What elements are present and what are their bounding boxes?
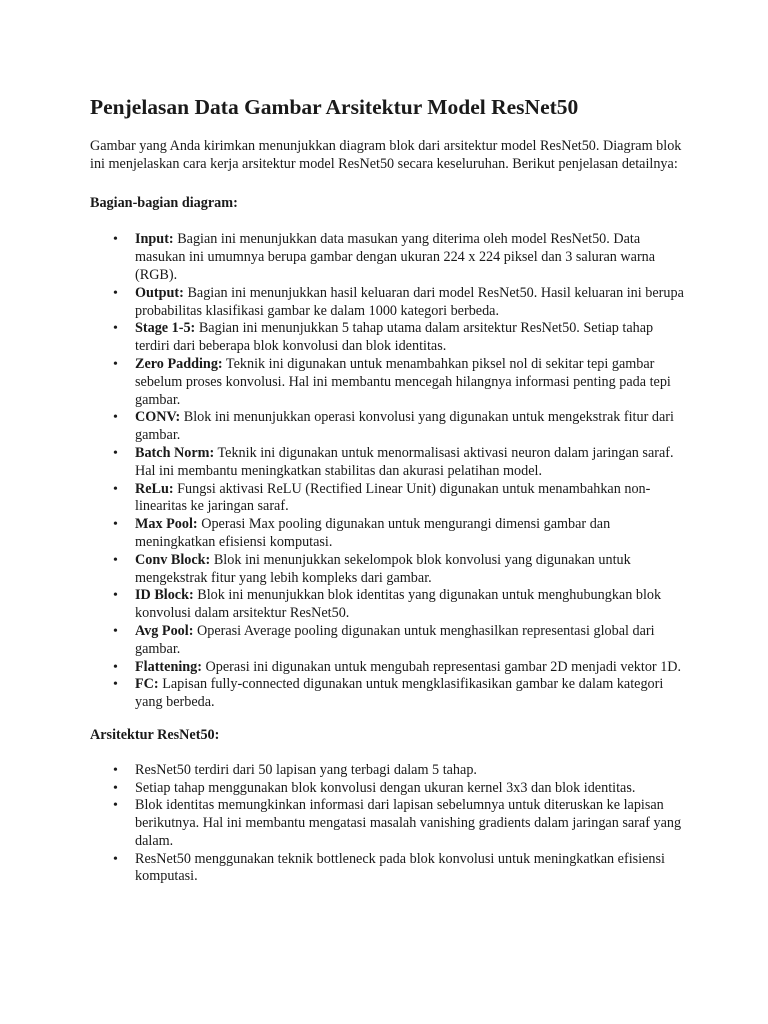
item-description: Blok ini menunjukkan blok identitas yang digunakan untuk menghubungkan blok konvolusi dalam arsitektur ResNet50. [135,587,662,622]
list-item [135,356,686,409]
item-term: Flattening: [135,658,202,675]
item-term: CONV: [135,409,181,426]
list-item [135,285,686,321]
page-title: Penjelasan Data Gambar Arsitektur Model ResNet50 [90,95,579,119]
list-item [135,659,686,677]
item-description: Operasi Max pooling digunakan untuk mengurangi dimensi gambar dan meningkatkan efisiensi komputasi. [135,516,611,550]
components-heading: Bagian-bagian diagram: [90,194,238,211]
item-term: Zero Padding: [135,355,223,372]
item-term: Batch Norm: [135,444,215,461]
item-description: Teknik ini digunakan untuk menambahkan piksel nol di sekitar tepi gambar sebelum proses konvolusi. Hal ini membantu mencegah hilangnya informasi penting pada tepi gambar. [135,355,671,408]
item-description: Bagian ini menunjukkan 5 tahap utama dalam arsitektur ResNet50. Setiap tahap terdiri dari beberapa blok konvolusi dan blok identitas. [135,320,654,355]
item-description: Blok ini menunjukkan sekelompok blok konvolusi yang digunakan untuk mengekstrak fitur yang lebih kompleks dari gambar. [135,551,631,586]
list-item [135,481,686,517]
document-page [90,94,686,886]
list-item [135,623,686,659]
item-term: Input: [135,231,174,248]
item-description: Fungsi aktivasi ReLU (Rectified Linear Unit) digunakan untuk menambahkan non-linearitas ke jaringan saraf. [135,480,651,515]
item-description: Operasi ini digunakan untuk mengubah representasi gambar 2D menjadi vektor 1D. [202,658,682,675]
list-item [135,409,686,445]
item-description: Teknik ini digunakan untuk menormalisasi aktivasi neuron dalam jaringan saraf. Hal ini membantu meningkatkan stabilitas dan akurasi pelatihan model. [135,444,674,479]
list-item [135,516,686,552]
item-description: Blok ini menunjukkan operasi konvolusi yang digunakan untuk mengekstrak fitur dari gambar. [135,409,674,444]
item-term: Stage 1-5: [135,320,196,337]
list-item [135,587,686,623]
item-term: Avg Pool: [135,622,194,639]
item-term: ReLu: [135,480,174,497]
list-item: • ResNet50 terdiri dari 50 lapisan yang terbagi dalam 5 tahap. [135,762,686,780]
item-term: Max Pool: [135,516,198,533]
item-term: ID Block: [135,587,194,604]
list-item: • Setiap tahap menggunakan blok konvolusi dengan ukuran kernel 3x3 dan blok identitas. [135,780,686,798]
architecture-heading: Arsitektur ResNet50: [90,726,220,743]
list-item: • Blok identitas memungkinkan informasi dari lapisan sebelumnya untuk diteruskan ke lapisan berikutnya. Hal ini membantu mengatasi masalah vanishing gradients dalam jaringan saraf yang dalam. [135,797,686,850]
list-item [135,231,686,284]
list-item [135,552,686,588]
intro-paragraph: Gambar yang Anda kirimkan menunjukkan diagram blok dari arsitektur model ResNet50. Diagram blok ini menjelaskan cara kerja arsitektur model ResNet50 secara keseluruhan. Berikut penjelasan detailnya: [90,138,682,172]
architecture-list [90,762,686,887]
item-term: FC: [135,676,159,693]
item-term: Output: [135,284,184,301]
components-list [90,231,686,712]
list-item [135,320,686,356]
item-description: Operasi Average pooling digunakan untuk menghasilkan representasi global dari gambar. [135,622,655,657]
item-description: Lapisan fully-connected digunakan untuk mengklasifikasikan gambar ke dalam kategori yang berbeda. [135,676,664,711]
list-item [135,676,686,712]
item-description: Bagian ini menunjukkan hasil keluaran dari model ResNet50. Hasil keluaran ini berupa probabilitas klasifikasi gambar ke dalam 1000 kategori berbeda. [135,284,684,319]
list-item: • ResNet50 menggunakan teknik bottleneck pada blok konvolusi untuk meningkatkan efisiensi komputasi. [135,851,686,887]
item-term: Conv Block: [135,551,211,568]
item-description: Bagian ini menunjukkan data masukan yang diterima oleh model ResNet50. Data masukan ini umumnya berupa gambar dengan ukuran 224 x 224 piksel dan 3 saluran warna (RGB). [135,231,656,283]
list-item [135,445,686,481]
